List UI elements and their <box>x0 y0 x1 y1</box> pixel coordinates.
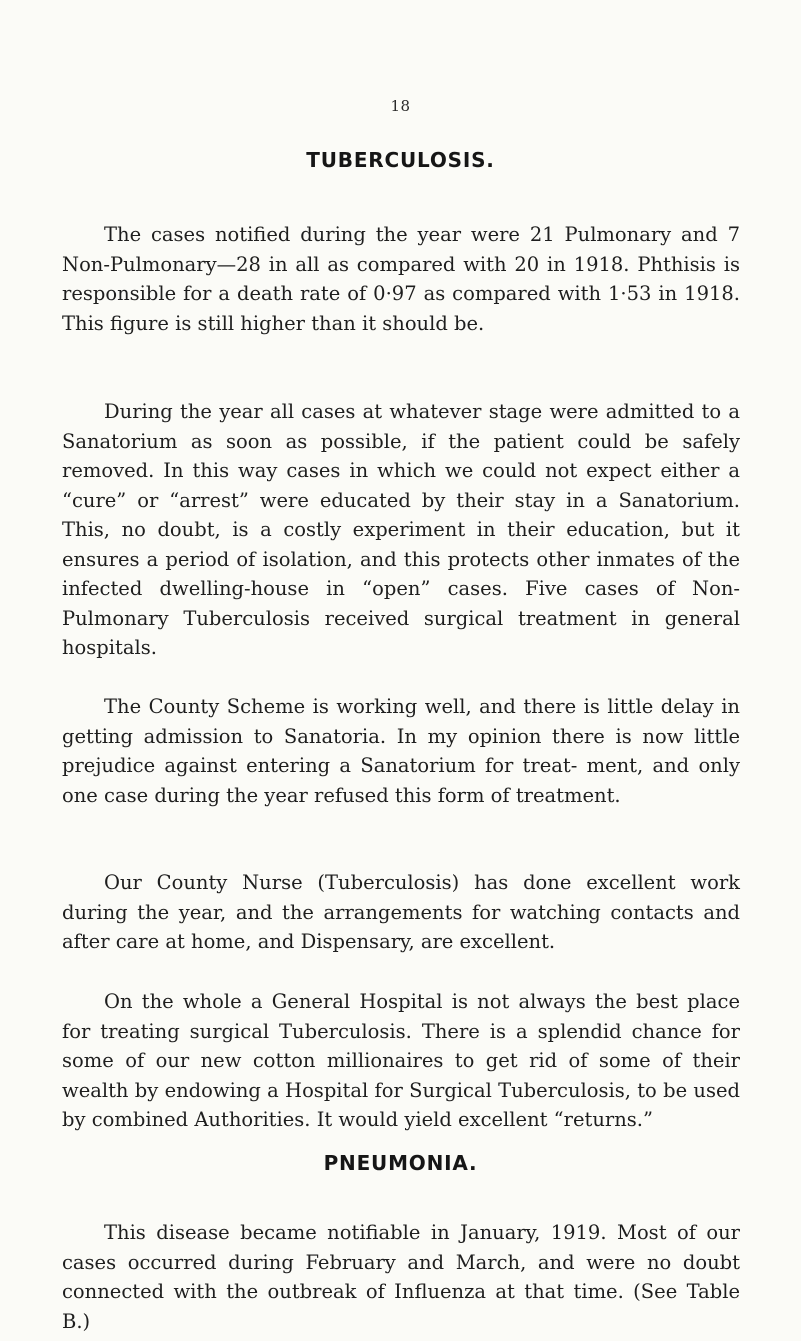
section-heading-pneumonia: PNEUMONIA. <box>323 1151 478 1175</box>
paragraph-county-nurse: Our County Nurse (Tuberculosis) has done excellent work during the year, and the arrangements for watching contacts and after care at home, and Dispensary, are excellent. <box>62 871 740 953</box>
page-number: 18 <box>390 97 411 115</box>
section-heading-tuberculosis: TUBERCULOSIS. <box>306 148 495 172</box>
paragraph-pneumonia: This disease became notifiable in January, 1919. Most of our cases occurred during February and March, and were no doubt connected with the outbreak of Influenza at that time. (See Table B.) <box>62 1221 740 1333</box>
paragraph-general-hospital: On the whole a General Hospital is not always the best place for treating surgical Tuberculosis. There is a splendid chance for some of our new cotton millionaires to get rid of some of their wealth by endowing a Hospital for Surgical Tuberculosis, to be used by combined Authorities. It would yield excellent “returns.” <box>62 990 740 1131</box>
paragraph-notified-cases: The cases notified during the year were 21 Pulmonary and 7 Non-Pulmonary—28 in all as compared with 20 in 1918. Phthisis is responsible for a death rate of 0·97 as compared with 1·53 in 1918. This figure is still higher than it should be. <box>62 223 740 335</box>
paragraph-sanatorium-admission: During the year all cases at whatever stage were admitted to a Sanatorium as soon as possible, if the patient could be safely removed. In this way cases in which we could not expect either a “cure” or “arrest” were educated by their stay in a Sanatorium. This, no doubt, is a costly experiment in their education, but it ensures a period of isolation, and this protects other inmates of the infected dwelling-house in “open” cases. Five cases of Non-Pulmonary Tuberculosis received surgical treatment in general hospitals. <box>62 400 740 659</box>
paragraph-county-scheme: The County Scheme is working well, and there is little delay in getting admission to Sanatoria. In my opinion there is now little prejudice against entering a Sanatorium for treat- ment, and only one case during the year refused this form of treatment. <box>62 695 740 807</box>
